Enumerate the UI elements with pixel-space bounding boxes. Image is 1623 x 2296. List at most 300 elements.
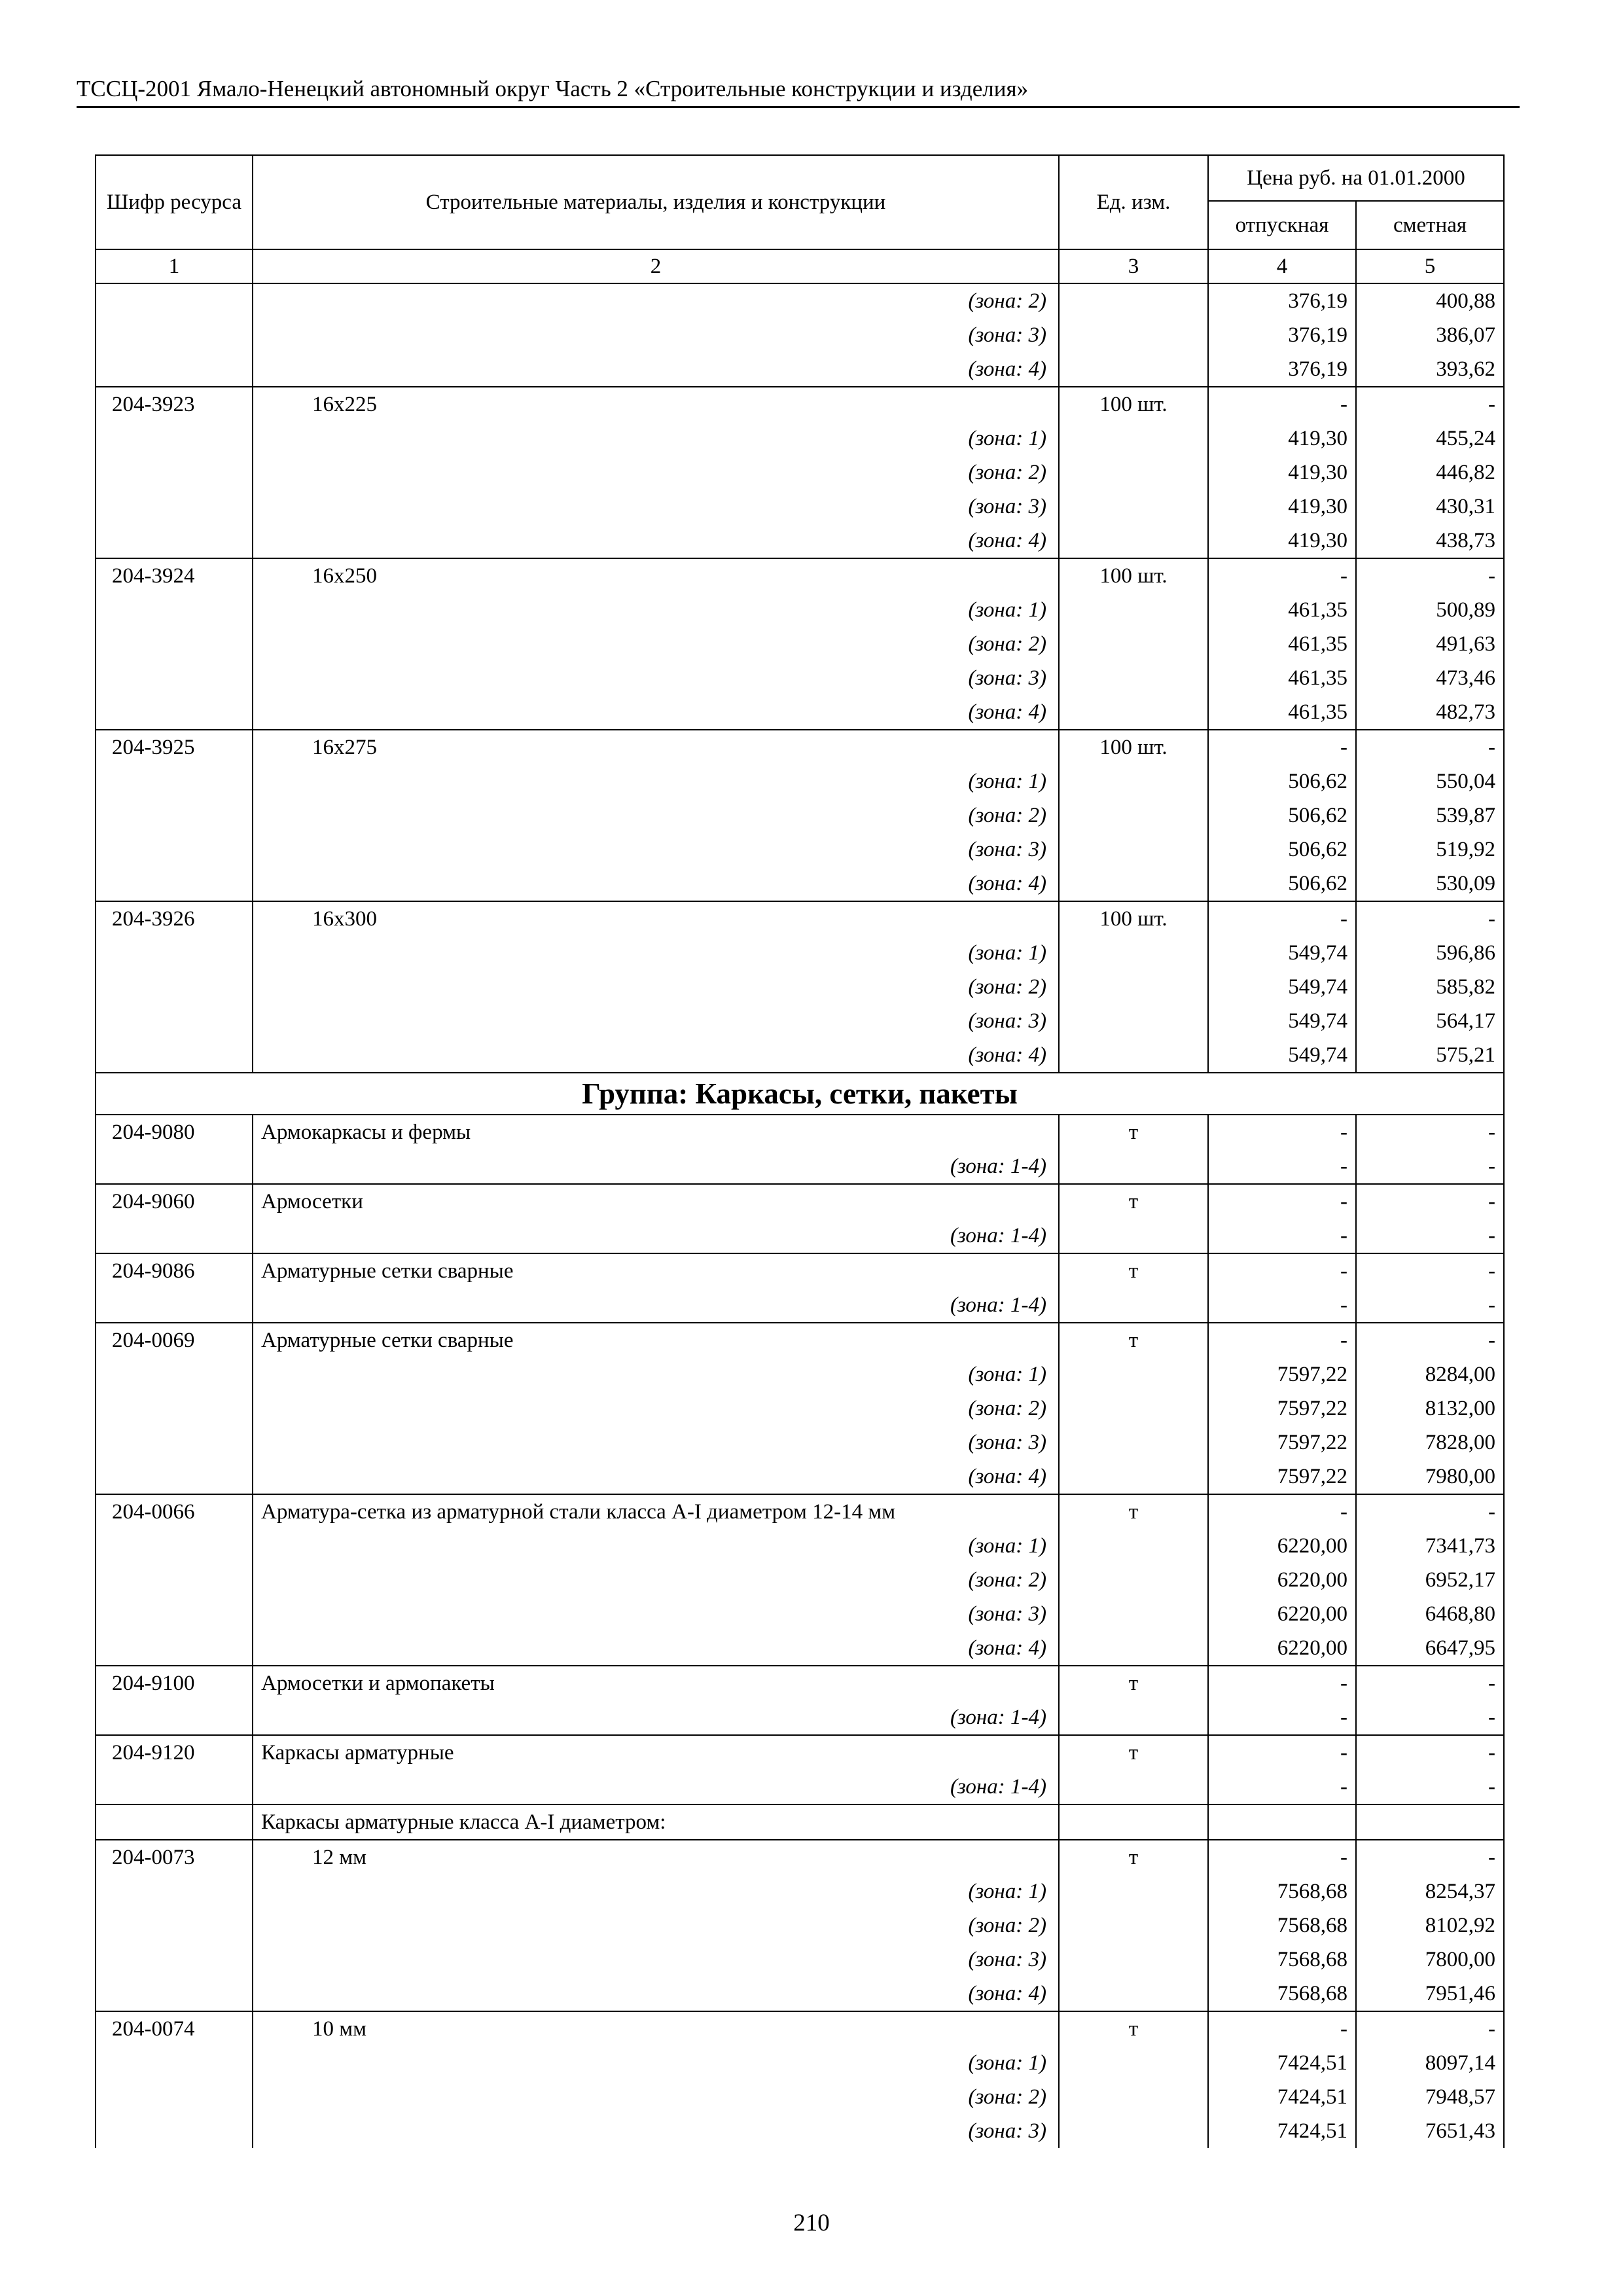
item-row bbox=[96, 1253, 1504, 1288]
zone-row bbox=[96, 1563, 1504, 1597]
cell-code: 204-3926 bbox=[96, 901, 253, 936]
cell-code bbox=[96, 456, 253, 490]
cell-estimate-price: 8284,00 bbox=[1356, 1357, 1504, 1391]
cell-unit bbox=[1059, 627, 1208, 661]
zone-row bbox=[96, 1597, 1504, 1631]
cell-unit bbox=[1059, 1004, 1208, 1038]
column-header-release: отпускная bbox=[1208, 201, 1356, 249]
cell-zone: (зона: 2) bbox=[253, 2080, 1059, 2114]
cell-code bbox=[96, 627, 253, 661]
zone-row bbox=[96, 2080, 1504, 2114]
cell-code bbox=[96, 798, 253, 833]
cell-code bbox=[96, 1874, 253, 1909]
item-row bbox=[96, 387, 1504, 422]
cell-code bbox=[96, 1597, 253, 1631]
cell-zone: (зона: 4) bbox=[253, 867, 1059, 901]
item-row bbox=[96, 1666, 1504, 1700]
cell-unit bbox=[1059, 1288, 1208, 1323]
cell-code bbox=[96, 1426, 253, 1460]
column-header-code: Шифр ресурса bbox=[96, 155, 253, 249]
item-row bbox=[96, 1184, 1504, 1219]
cell-estimate-price: - bbox=[1356, 1219, 1504, 1253]
cell-estimate-price: - bbox=[1356, 2011, 1504, 2046]
item-row bbox=[96, 1115, 1504, 1149]
cell-code bbox=[96, 936, 253, 970]
cell-release-price: 7424,51 bbox=[1208, 2114, 1356, 2148]
cell-release-price: 461,35 bbox=[1208, 695, 1356, 730]
cell-zone: (зона: 1) bbox=[253, 1529, 1059, 1563]
cell-zone: (зона: 3) bbox=[253, 1004, 1059, 1038]
cell-release-price: 506,62 bbox=[1208, 764, 1356, 798]
cell-estimate-price: 575,21 bbox=[1356, 1038, 1504, 1073]
column-number-4: 4 bbox=[1208, 249, 1356, 283]
cell-code bbox=[96, 2046, 253, 2080]
zone-row bbox=[96, 1038, 1504, 1073]
cell-zone: (зона: 2) bbox=[253, 456, 1059, 490]
item-row bbox=[96, 558, 1504, 593]
cell-estimate-price: 491,63 bbox=[1356, 627, 1504, 661]
cell-name: 16х225 bbox=[253, 387, 1059, 422]
cell-release-price: - bbox=[1208, 2011, 1356, 2046]
cell-unit bbox=[1059, 283, 1208, 318]
cell-release-price: 7568,68 bbox=[1208, 1943, 1356, 1977]
cell-release-price: 7568,68 bbox=[1208, 1909, 1356, 1943]
cell-unit bbox=[1059, 661, 1208, 695]
cell-unit bbox=[1059, 1219, 1208, 1253]
cell-estimate-price: 430,31 bbox=[1356, 490, 1504, 524]
cell-zone: (зона: 1-4) bbox=[253, 1700, 1059, 1735]
zone-row bbox=[96, 524, 1504, 558]
cell-name: Армосетки и армопакеты bbox=[253, 1666, 1059, 1700]
cell-release-price: - bbox=[1208, 1323, 1356, 1357]
cell-unit bbox=[1059, 798, 1208, 833]
cell-name: Арматурные сетки сварные bbox=[253, 1253, 1059, 1288]
column-number-5: 5 bbox=[1356, 249, 1504, 283]
cell-zone: (зона: 1) bbox=[253, 593, 1059, 627]
cell-unit bbox=[1059, 867, 1208, 901]
item-row bbox=[96, 730, 1504, 764]
cell-zone: (зона: 4) bbox=[253, 1038, 1059, 1073]
cell-code bbox=[96, 422, 253, 456]
cell-code bbox=[96, 867, 253, 901]
cell-code bbox=[96, 1391, 253, 1426]
cell-code: 204-0074 bbox=[96, 2011, 253, 2046]
cell-release-price: - bbox=[1208, 1840, 1356, 1874]
cell-unit bbox=[1059, 936, 1208, 970]
cell-zone: (зона: 1-4) bbox=[253, 1149, 1059, 1184]
cell-code bbox=[96, 1038, 253, 1073]
zone-row bbox=[96, 593, 1504, 627]
price-table-container bbox=[95, 154, 1503, 2148]
cell-estimate-price: 446,82 bbox=[1356, 456, 1504, 490]
cell-estimate-price bbox=[1356, 1804, 1504, 1840]
zone-row bbox=[96, 283, 1504, 318]
cell-zone: (зона: 3) bbox=[253, 1943, 1059, 1977]
cell-zone: (зона: 1) bbox=[253, 422, 1059, 456]
cell-zone: (зона: 4) bbox=[253, 352, 1059, 387]
item-row bbox=[96, 1323, 1504, 1357]
cell-estimate-price: 519,92 bbox=[1356, 833, 1504, 867]
cell-code bbox=[96, 833, 253, 867]
cell-estimate-price: 8102,92 bbox=[1356, 1909, 1504, 1943]
cell-release-price: - bbox=[1208, 1219, 1356, 1253]
cell-release-price: 7597,22 bbox=[1208, 1391, 1356, 1426]
cell-zone: (зона: 3) bbox=[253, 833, 1059, 867]
cell-code: 204-9120 bbox=[96, 1735, 253, 1770]
cell-release-price: 7568,68 bbox=[1208, 1977, 1356, 2011]
cell-estimate-price: 7828,00 bbox=[1356, 1426, 1504, 1460]
table-body bbox=[96, 283, 1504, 2148]
cell-code bbox=[96, 1943, 253, 1977]
cell-unit bbox=[1059, 764, 1208, 798]
cell-release-price: 549,74 bbox=[1208, 970, 1356, 1004]
cell-name: 10 мм bbox=[253, 2011, 1059, 2046]
cell-estimate-price: - bbox=[1356, 558, 1504, 593]
cell-unit bbox=[1059, 422, 1208, 456]
cell-code: 204-0066 bbox=[96, 1494, 253, 1529]
zone-row bbox=[96, 1977, 1504, 2011]
cell-code bbox=[96, 2114, 253, 2148]
cell-code: 204-9080 bbox=[96, 1115, 253, 1149]
cell-zone: (зона: 3) bbox=[253, 1597, 1059, 1631]
zone-row bbox=[96, 833, 1504, 867]
zone-row bbox=[96, 352, 1504, 387]
cell-release-price: 461,35 bbox=[1208, 593, 1356, 627]
zone-row bbox=[96, 867, 1504, 901]
cell-unit bbox=[1059, 593, 1208, 627]
cell-code bbox=[96, 1909, 253, 1943]
cell-unit bbox=[1059, 1700, 1208, 1735]
cell-code bbox=[96, 1219, 253, 1253]
cell-zone: (зона: 2) bbox=[253, 798, 1059, 833]
cell-estimate-price: - bbox=[1356, 1494, 1504, 1529]
cell-unit: т bbox=[1059, 1735, 1208, 1770]
group-title: Группа: Каркасы, сетки, пакеты bbox=[96, 1073, 1504, 1115]
column-header-price: Цена руб. на 01.01.2000 bbox=[1208, 155, 1504, 201]
cell-estimate-price: 7341,73 bbox=[1356, 1529, 1504, 1563]
cell-release-price: - bbox=[1208, 1253, 1356, 1288]
zone-row bbox=[96, 1219, 1504, 1253]
cell-unit bbox=[1059, 1597, 1208, 1631]
cell-estimate-price: - bbox=[1356, 1184, 1504, 1219]
zone-row bbox=[96, 490, 1504, 524]
cell-code bbox=[96, 490, 253, 524]
cell-zone: (зона: 3) bbox=[253, 490, 1059, 524]
zone-row bbox=[96, 1149, 1504, 1184]
cell-unit bbox=[1059, 1909, 1208, 1943]
cell-code bbox=[96, 524, 253, 558]
cell-zone: (зона: 4) bbox=[253, 1977, 1059, 2011]
zone-row bbox=[96, 1631, 1504, 1666]
cell-zone: (зона: 3) bbox=[253, 2114, 1059, 2148]
cell-unit bbox=[1059, 1038, 1208, 1073]
cell-release-price: 7597,22 bbox=[1208, 1460, 1356, 1494]
zone-row bbox=[96, 936, 1504, 970]
cell-code bbox=[96, 318, 253, 352]
cell-estimate-price: - bbox=[1356, 901, 1504, 936]
cell-unit bbox=[1059, 695, 1208, 730]
cell-release-price: 376,19 bbox=[1208, 318, 1356, 352]
cell-zone: (зона: 3) bbox=[253, 1426, 1059, 1460]
cell-code bbox=[96, 1631, 253, 1666]
cell-release-price: 6220,00 bbox=[1208, 1529, 1356, 1563]
cell-release-price: 461,35 bbox=[1208, 661, 1356, 695]
price-table bbox=[95, 154, 1505, 2148]
zone-row bbox=[96, 1004, 1504, 1038]
cell-unit: т bbox=[1059, 2011, 1208, 2046]
cell-unit bbox=[1059, 456, 1208, 490]
zone-row bbox=[96, 798, 1504, 833]
cell-code: 204-9100 bbox=[96, 1666, 253, 1700]
cell-release-price: 419,30 bbox=[1208, 524, 1356, 558]
cell-name: Армокаркасы и фермы bbox=[253, 1115, 1059, 1149]
cell-release-price: - bbox=[1208, 901, 1356, 936]
cell-unit bbox=[1059, 1977, 1208, 2011]
cell-code bbox=[96, 283, 253, 318]
cell-release-price: 376,19 bbox=[1208, 352, 1356, 387]
zone-row bbox=[96, 422, 1504, 456]
cell-zone: (зона: 2) bbox=[253, 283, 1059, 318]
cell-release-price: 7568,68 bbox=[1208, 1874, 1356, 1909]
cell-estimate-price: 473,46 bbox=[1356, 661, 1504, 695]
cell-name: Арматурные сетки сварные bbox=[253, 1323, 1059, 1357]
cell-zone: (зона: 2) bbox=[253, 1563, 1059, 1597]
cell-unit bbox=[1059, 1943, 1208, 1977]
zone-row bbox=[96, 1909, 1504, 1943]
column-header-name: Строительные материалы, изделия и конструкции bbox=[253, 155, 1059, 249]
page-number: 210 bbox=[793, 2210, 830, 2236]
cell-estimate-price: 7948,57 bbox=[1356, 2080, 1504, 2114]
cell-release-price: 419,30 bbox=[1208, 456, 1356, 490]
cell-release-price: 7424,51 bbox=[1208, 2046, 1356, 2080]
cell-release-price: 6220,00 bbox=[1208, 1597, 1356, 1631]
cell-estimate-price: - bbox=[1356, 730, 1504, 764]
cell-code: 204-3924 bbox=[96, 558, 253, 593]
cell-zone: (зона: 1) bbox=[253, 2046, 1059, 2080]
cell-unit: 100 шт. bbox=[1059, 730, 1208, 764]
cell-code bbox=[96, 1004, 253, 1038]
zone-row bbox=[96, 1770, 1504, 1804]
cell-code bbox=[96, 1700, 253, 1735]
cell-release-price: 549,74 bbox=[1208, 1004, 1356, 1038]
cell-unit bbox=[1059, 1874, 1208, 1909]
cell-unit bbox=[1059, 1770, 1208, 1804]
cell-estimate-price: - bbox=[1356, 1666, 1504, 1700]
cell-estimate-price: 550,04 bbox=[1356, 764, 1504, 798]
zone-row bbox=[96, 695, 1504, 730]
cell-zone: (зона: 1-4) bbox=[253, 1219, 1059, 1253]
cell-name: 12 мм bbox=[253, 1840, 1059, 1874]
cell-unit bbox=[1059, 1149, 1208, 1184]
cell-code bbox=[96, 1460, 253, 1494]
cell-name: 16х250 bbox=[253, 558, 1059, 593]
cell-release-price: 419,30 bbox=[1208, 422, 1356, 456]
cell-code bbox=[96, 352, 253, 387]
cell-estimate-price: 455,24 bbox=[1356, 422, 1504, 456]
cell-unit bbox=[1059, 1357, 1208, 1391]
zone-row bbox=[96, 1460, 1504, 1494]
cell-unit: 100 шт. bbox=[1059, 558, 1208, 593]
cell-unit bbox=[1059, 1426, 1208, 1460]
cell-unit bbox=[1059, 1804, 1208, 1840]
cell-release-price: 549,74 bbox=[1208, 936, 1356, 970]
item-row bbox=[96, 1840, 1504, 1874]
cell-code: 204-3925 bbox=[96, 730, 253, 764]
zone-row bbox=[96, 764, 1504, 798]
cell-zone: (зона: 1) bbox=[253, 936, 1059, 970]
zone-row bbox=[96, 456, 1504, 490]
cell-release-price: 461,35 bbox=[1208, 627, 1356, 661]
cell-estimate-price: 7800,00 bbox=[1356, 1943, 1504, 1977]
zone-row bbox=[96, 2114, 1504, 2148]
cell-zone: (зона: 1-4) bbox=[253, 1288, 1059, 1323]
cell-unit bbox=[1059, 490, 1208, 524]
cell-zone: (зона: 1-4) bbox=[253, 1770, 1059, 1804]
cell-unit bbox=[1059, 352, 1208, 387]
cell-unit bbox=[1059, 1529, 1208, 1563]
cell-code bbox=[96, 1977, 253, 2011]
cell-estimate-price: 7980,00 bbox=[1356, 1460, 1504, 1494]
cell-unit bbox=[1059, 833, 1208, 867]
cell-estimate-price: 6468,80 bbox=[1356, 1597, 1504, 1631]
cell-estimate-price: 393,62 bbox=[1356, 352, 1504, 387]
column-number-2: 2 bbox=[253, 249, 1059, 283]
cell-code bbox=[96, 593, 253, 627]
cell-code bbox=[96, 1563, 253, 1597]
cell-estimate-price: 7951,46 bbox=[1356, 1977, 1504, 2011]
cell-unit: т bbox=[1059, 1494, 1208, 1529]
cell-code: 204-9060 bbox=[96, 1184, 253, 1219]
zone-row bbox=[96, 2046, 1504, 2080]
cell-unit bbox=[1059, 1391, 1208, 1426]
zone-row bbox=[96, 1529, 1504, 1563]
cell-estimate-price: - bbox=[1356, 1840, 1504, 1874]
cell-release-price: - bbox=[1208, 1666, 1356, 1700]
zone-row bbox=[96, 1288, 1504, 1323]
cell-estimate-price: 500,89 bbox=[1356, 593, 1504, 627]
cell-code bbox=[96, 1357, 253, 1391]
cell-estimate-price: - bbox=[1356, 1115, 1504, 1149]
cell-code: 204-9086 bbox=[96, 1253, 253, 1288]
cell-zone: (зона: 3) bbox=[253, 318, 1059, 352]
cell-zone: (зона: 2) bbox=[253, 970, 1059, 1004]
group-row bbox=[96, 1073, 1504, 1115]
cell-unit bbox=[1059, 2080, 1208, 2114]
cell-unit: т bbox=[1059, 1323, 1208, 1357]
zone-row bbox=[96, 661, 1504, 695]
cell-code bbox=[96, 695, 253, 730]
cell-release-price: 549,74 bbox=[1208, 1038, 1356, 1073]
zone-row bbox=[96, 1943, 1504, 1977]
zone-row bbox=[96, 627, 1504, 661]
cell-estimate-price: 596,86 bbox=[1356, 936, 1504, 970]
column-header-unit: Ед. изм. bbox=[1059, 155, 1208, 249]
cell-release-price: - bbox=[1208, 1115, 1356, 1149]
cell-estimate-price: - bbox=[1356, 1288, 1504, 1323]
cell-estimate-price: 585,82 bbox=[1356, 970, 1504, 1004]
cell-estimate-price: - bbox=[1356, 1770, 1504, 1804]
cell-unit bbox=[1059, 318, 1208, 352]
column-number-3: 3 bbox=[1059, 249, 1208, 283]
zone-row bbox=[96, 1391, 1504, 1426]
cell-estimate-price: 7651,43 bbox=[1356, 2114, 1504, 2148]
cell-release-price: 376,19 bbox=[1208, 283, 1356, 318]
cell-zone: (зона: 2) bbox=[253, 1909, 1059, 1943]
cell-estimate-price: 8254,37 bbox=[1356, 1874, 1504, 1909]
cell-estimate-price: 482,73 bbox=[1356, 695, 1504, 730]
cell-unit bbox=[1059, 1460, 1208, 1494]
item-row bbox=[96, 2011, 1504, 2046]
cell-release-price: 506,62 bbox=[1208, 833, 1356, 867]
cell-release-price: - bbox=[1208, 730, 1356, 764]
cell-release-price: - bbox=[1208, 1149, 1356, 1184]
cell-zone: (зона: 1) bbox=[253, 1357, 1059, 1391]
zone-row bbox=[96, 1874, 1504, 1909]
cell-release-price: 7424,51 bbox=[1208, 2080, 1356, 2114]
cell-unit: т bbox=[1059, 1253, 1208, 1288]
cell-unit: т bbox=[1059, 1115, 1208, 1149]
cell-code bbox=[96, 1529, 253, 1563]
cell-code bbox=[96, 661, 253, 695]
cell-code bbox=[96, 2080, 253, 2114]
cell-unit: т bbox=[1059, 1666, 1208, 1700]
cell-zone: (зона: 2) bbox=[253, 1391, 1059, 1426]
cell-zone: (зона: 4) bbox=[253, 695, 1059, 730]
cell-zone: (зона: 4) bbox=[253, 1631, 1059, 1666]
item-row bbox=[96, 1804, 1504, 1840]
cell-name: Каркасы арматурные bbox=[253, 1735, 1059, 1770]
cell-release-price bbox=[1208, 1804, 1356, 1840]
cell-release-price: 506,62 bbox=[1208, 867, 1356, 901]
cell-code bbox=[96, 764, 253, 798]
zone-row bbox=[96, 318, 1504, 352]
zone-row bbox=[96, 1426, 1504, 1460]
cell-unit bbox=[1059, 1563, 1208, 1597]
cell-estimate-price: 8097,14 bbox=[1356, 2046, 1504, 2080]
cell-estimate-price: - bbox=[1356, 1253, 1504, 1288]
cell-zone: (зона: 1) bbox=[253, 764, 1059, 798]
cell-unit bbox=[1059, 2114, 1208, 2148]
cell-name: 16х300 bbox=[253, 901, 1059, 936]
cell-release-price: - bbox=[1208, 558, 1356, 593]
cell-estimate-price: 438,73 bbox=[1356, 524, 1504, 558]
cell-zone: (зона: 1) bbox=[253, 1874, 1059, 1909]
cell-zone: (зона: 2) bbox=[253, 627, 1059, 661]
cell-code bbox=[96, 1770, 253, 1804]
cell-estimate-price: - bbox=[1356, 1149, 1504, 1184]
cell-zone: (зона: 3) bbox=[253, 661, 1059, 695]
cell-code: 204-0069 bbox=[96, 1323, 253, 1357]
cell-unit: 100 шт. bbox=[1059, 387, 1208, 422]
cell-release-price: - bbox=[1208, 1770, 1356, 1804]
cell-release-price: - bbox=[1208, 1184, 1356, 1219]
cell-estimate-price: - bbox=[1356, 1700, 1504, 1735]
item-row bbox=[96, 901, 1504, 936]
cell-estimate-price: 8132,00 bbox=[1356, 1391, 1504, 1426]
cell-estimate-price: 539,87 bbox=[1356, 798, 1504, 833]
item-row bbox=[96, 1735, 1504, 1770]
cell-unit: т bbox=[1059, 1840, 1208, 1874]
cell-estimate-price: 386,07 bbox=[1356, 318, 1504, 352]
cell-unit: 100 шт. bbox=[1059, 901, 1208, 936]
cell-release-price: - bbox=[1208, 1735, 1356, 1770]
column-header-estimate: сметная bbox=[1356, 201, 1504, 249]
cell-code bbox=[96, 970, 253, 1004]
cell-name: Армосетки bbox=[253, 1184, 1059, 1219]
cell-estimate-price: 400,88 bbox=[1356, 283, 1504, 318]
cell-release-price: 6220,00 bbox=[1208, 1631, 1356, 1666]
cell-name: Каркасы арматурные класса А-I диаметром: bbox=[253, 1804, 1059, 1840]
